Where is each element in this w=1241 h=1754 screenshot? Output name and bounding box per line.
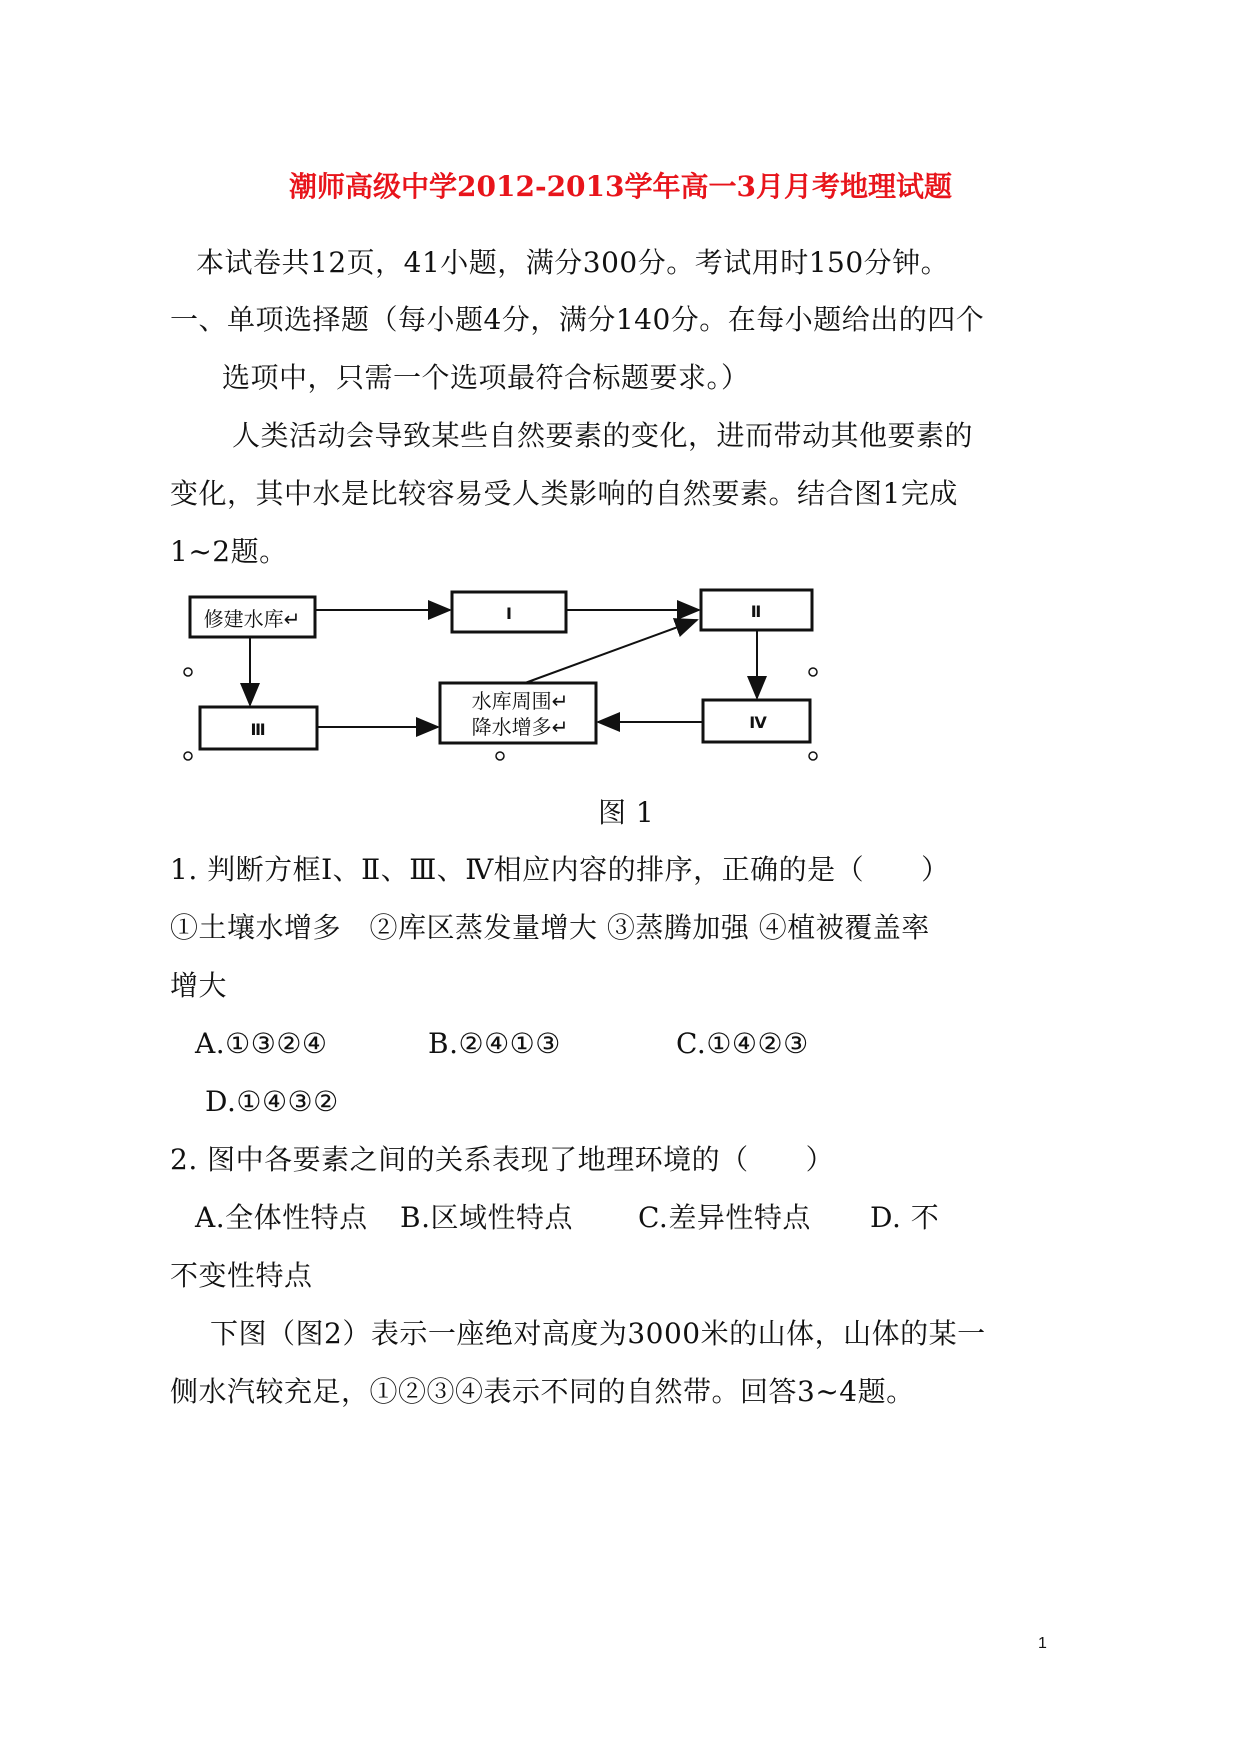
q1-items-line2: 增大 xyxy=(170,969,228,1002)
q1-stem: 1. 判断方框Ⅰ、Ⅱ、Ⅲ、Ⅳ相应内容的排序，正确的是（ ） xyxy=(170,853,950,886)
q2-option-b: B.区域性特点 xyxy=(400,1201,573,1234)
q2-option-d: D. 不 xyxy=(870,1201,940,1234)
label-rain-1: 水库周围↵ xyxy=(471,689,569,713)
q1-items-line1: ①土壤水增多 ②库区蒸发量增大 ③蒸腾加强 ④植被覆盖率 xyxy=(170,911,930,944)
passage2-line1: 下图（图2）表示一座绝对高度为3000米的山体，山体的某一 xyxy=(210,1317,986,1350)
label-reservoir: 修建水库↵ xyxy=(203,607,301,631)
q1-option-b: B.②④①③ xyxy=(428,1027,561,1060)
q2-option-d-cont: 不变性特点 xyxy=(170,1259,313,1292)
q1-option-d: D.①④③② xyxy=(205,1085,339,1118)
exam-intro: 本试卷共12页，41小题，满分300分。考试用时150分钟。 xyxy=(196,246,950,279)
section1-heading-line1: 一、单项选择题（每小题4分，满分140分。在每小题给出的四个 xyxy=(170,303,985,336)
label-rain-2: 降水增多↵ xyxy=(471,715,569,739)
q2-option-a: A.全体性特点 xyxy=(195,1201,368,1234)
q2-option-c: C.差异性特点 xyxy=(638,1201,811,1234)
passage1-line3: 1~2题。 xyxy=(170,535,288,568)
figure1-caption: 图 1 xyxy=(598,796,655,829)
passage2-line2: 侧水汽较充足，①②③④表示不同的自然带。回答3~4题。 xyxy=(170,1375,915,1408)
section1-heading-line2: 选项中，只需一个选项最符合标题要求。） xyxy=(222,361,750,394)
label-IV: Ⅳ xyxy=(749,713,767,732)
page-title: 潮师高级中学2012-2013学年高一3月月考地理试题 xyxy=(289,170,952,203)
passage1-line1: 人类活动会导致某些自然要素的变化，进而带动其他要素的 xyxy=(232,419,974,452)
q2-stem: 2. 图中各要素之间的关系表现了地理环境的（ ） xyxy=(170,1143,835,1176)
label-II: Ⅱ xyxy=(750,602,762,621)
figure1-diagram xyxy=(0,0,1241,800)
label-III: Ⅲ xyxy=(250,720,266,739)
passage1-line2: 变化，其中水是比较容易受人类影响的自然要素。结合图1完成 xyxy=(170,477,958,510)
q1-option-c: C.①④②③ xyxy=(676,1027,809,1060)
q1-option-a: A.①③②④ xyxy=(195,1027,328,1060)
label-I: I xyxy=(506,604,512,623)
page-number: 1 xyxy=(1038,1635,1047,1652)
